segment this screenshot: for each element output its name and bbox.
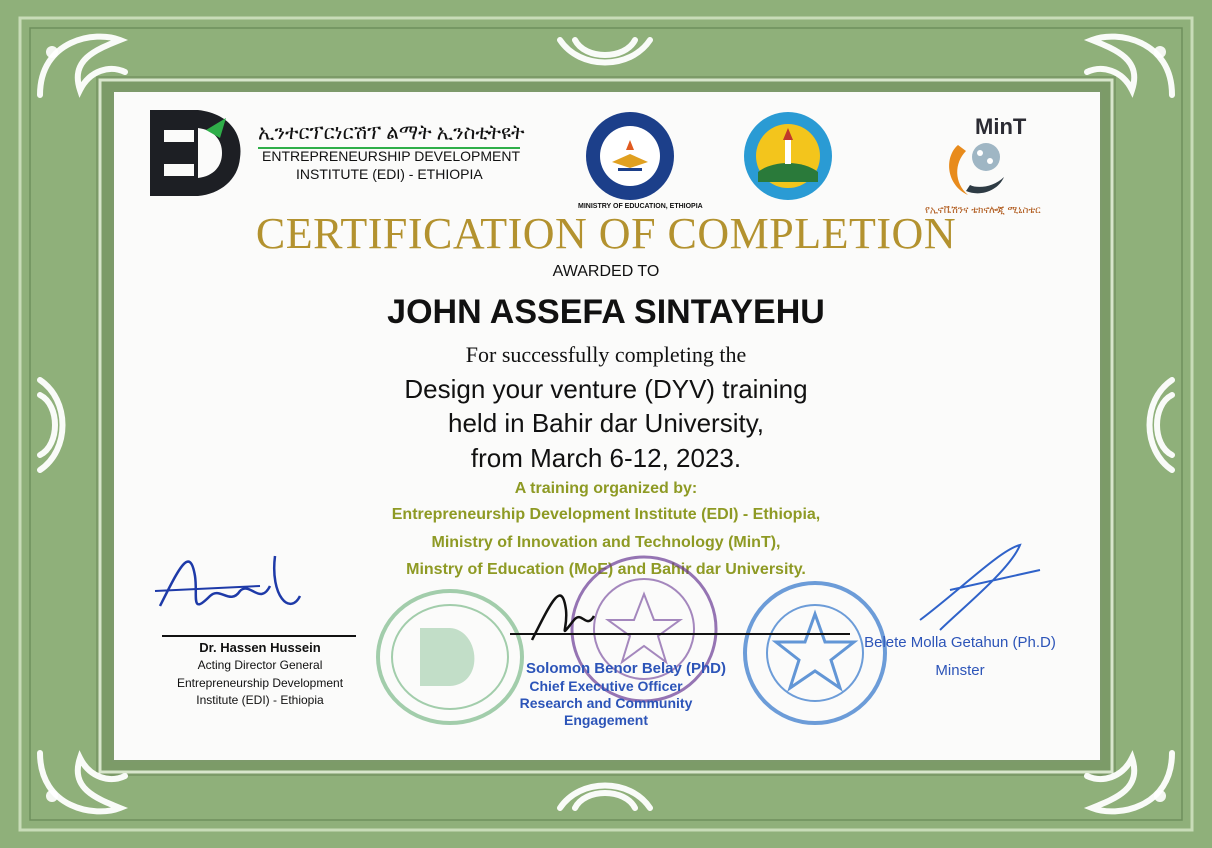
mint-amharic-name: የኢኖቬሽንና ቴክኖሎጂ ሚኒስቴር [925, 205, 1041, 216]
signatory-2-role: Chief Executive Officer [529, 678, 683, 694]
completion-statement: For successfully completing the [465, 342, 747, 367]
organizer-line-2: Ministry of Innovation and Technology (MinT), [431, 534, 781, 551]
signature-hassen-icon [150, 536, 315, 628]
ministry-of-education-seal-icon [584, 110, 676, 202]
recipient-name: JOHN ASSEFA SINTAYEHU [387, 293, 825, 331]
mint-blue-stamp-icon [740, 578, 890, 728]
edi-english-line1: ENTREPRENEURSHIP DEVELOPMENT [262, 148, 521, 164]
training-dates: from March 6-12, 2023. [470, 443, 742, 473]
signature-line-2 [510, 633, 850, 635]
edi-underline [258, 125, 520, 149]
bahir-dar-university-seal-icon [743, 110, 833, 202]
signature-belete-icon [900, 540, 1050, 640]
edi-logo-icon [148, 108, 243, 198]
organized-by-label: A training organized by: [514, 480, 698, 497]
signature-solomon-icon [522, 580, 604, 646]
signatory-3-role: Minster [935, 662, 985, 679]
moe-caption: MINISTRY OF EDUCATION, ETHIOPIA [578, 203, 703, 210]
mint-brand: MinT [975, 114, 1027, 139]
mint-logo-icon [940, 135, 1012, 203]
training-name: Design your venture (DYV) training [404, 374, 808, 404]
edi-amharic-name: ኢንተርፕርነርሽፕ ልማት ኢንስቲትዩት [258, 122, 525, 144]
edi-english-line2: INSTITUTE (EDI) - ETHIOPIA [296, 166, 483, 182]
signatory-1-org-line2: Institute (EDI) - Ethiopia [196, 693, 324, 707]
awarded-to-label: AWARDED TO [552, 263, 660, 280]
organizer-line-1: Entrepreneurship Development Institute (EDI) - Ethiopia, [391, 506, 821, 523]
signatory-1-org-line1: Entrepreneurship Development [176, 676, 344, 690]
signatory-2-dept-line2: Engagement [563, 712, 648, 728]
certificate-title: CERTIFICATION OF COMPLETION [255, 209, 957, 258]
signatory-1-name: Dr. Hassen Hussein [199, 640, 321, 655]
signatory-1-role: Acting Director General [197, 658, 323, 672]
signatory-2-dept-line1: Research and Community [519, 695, 693, 711]
signatory-3-name: Belete Molla Getahun (Ph.D) [864, 634, 1056, 651]
signature-line-1 [162, 635, 356, 637]
signatory-2-name: Solomon Benor Belay (PhD) [525, 660, 727, 677]
organizer-line-3: Minstry of Education (MoE) and Bahir dar University. [406, 561, 806, 578]
training-location: held in Bahir dar University, [448, 408, 764, 438]
